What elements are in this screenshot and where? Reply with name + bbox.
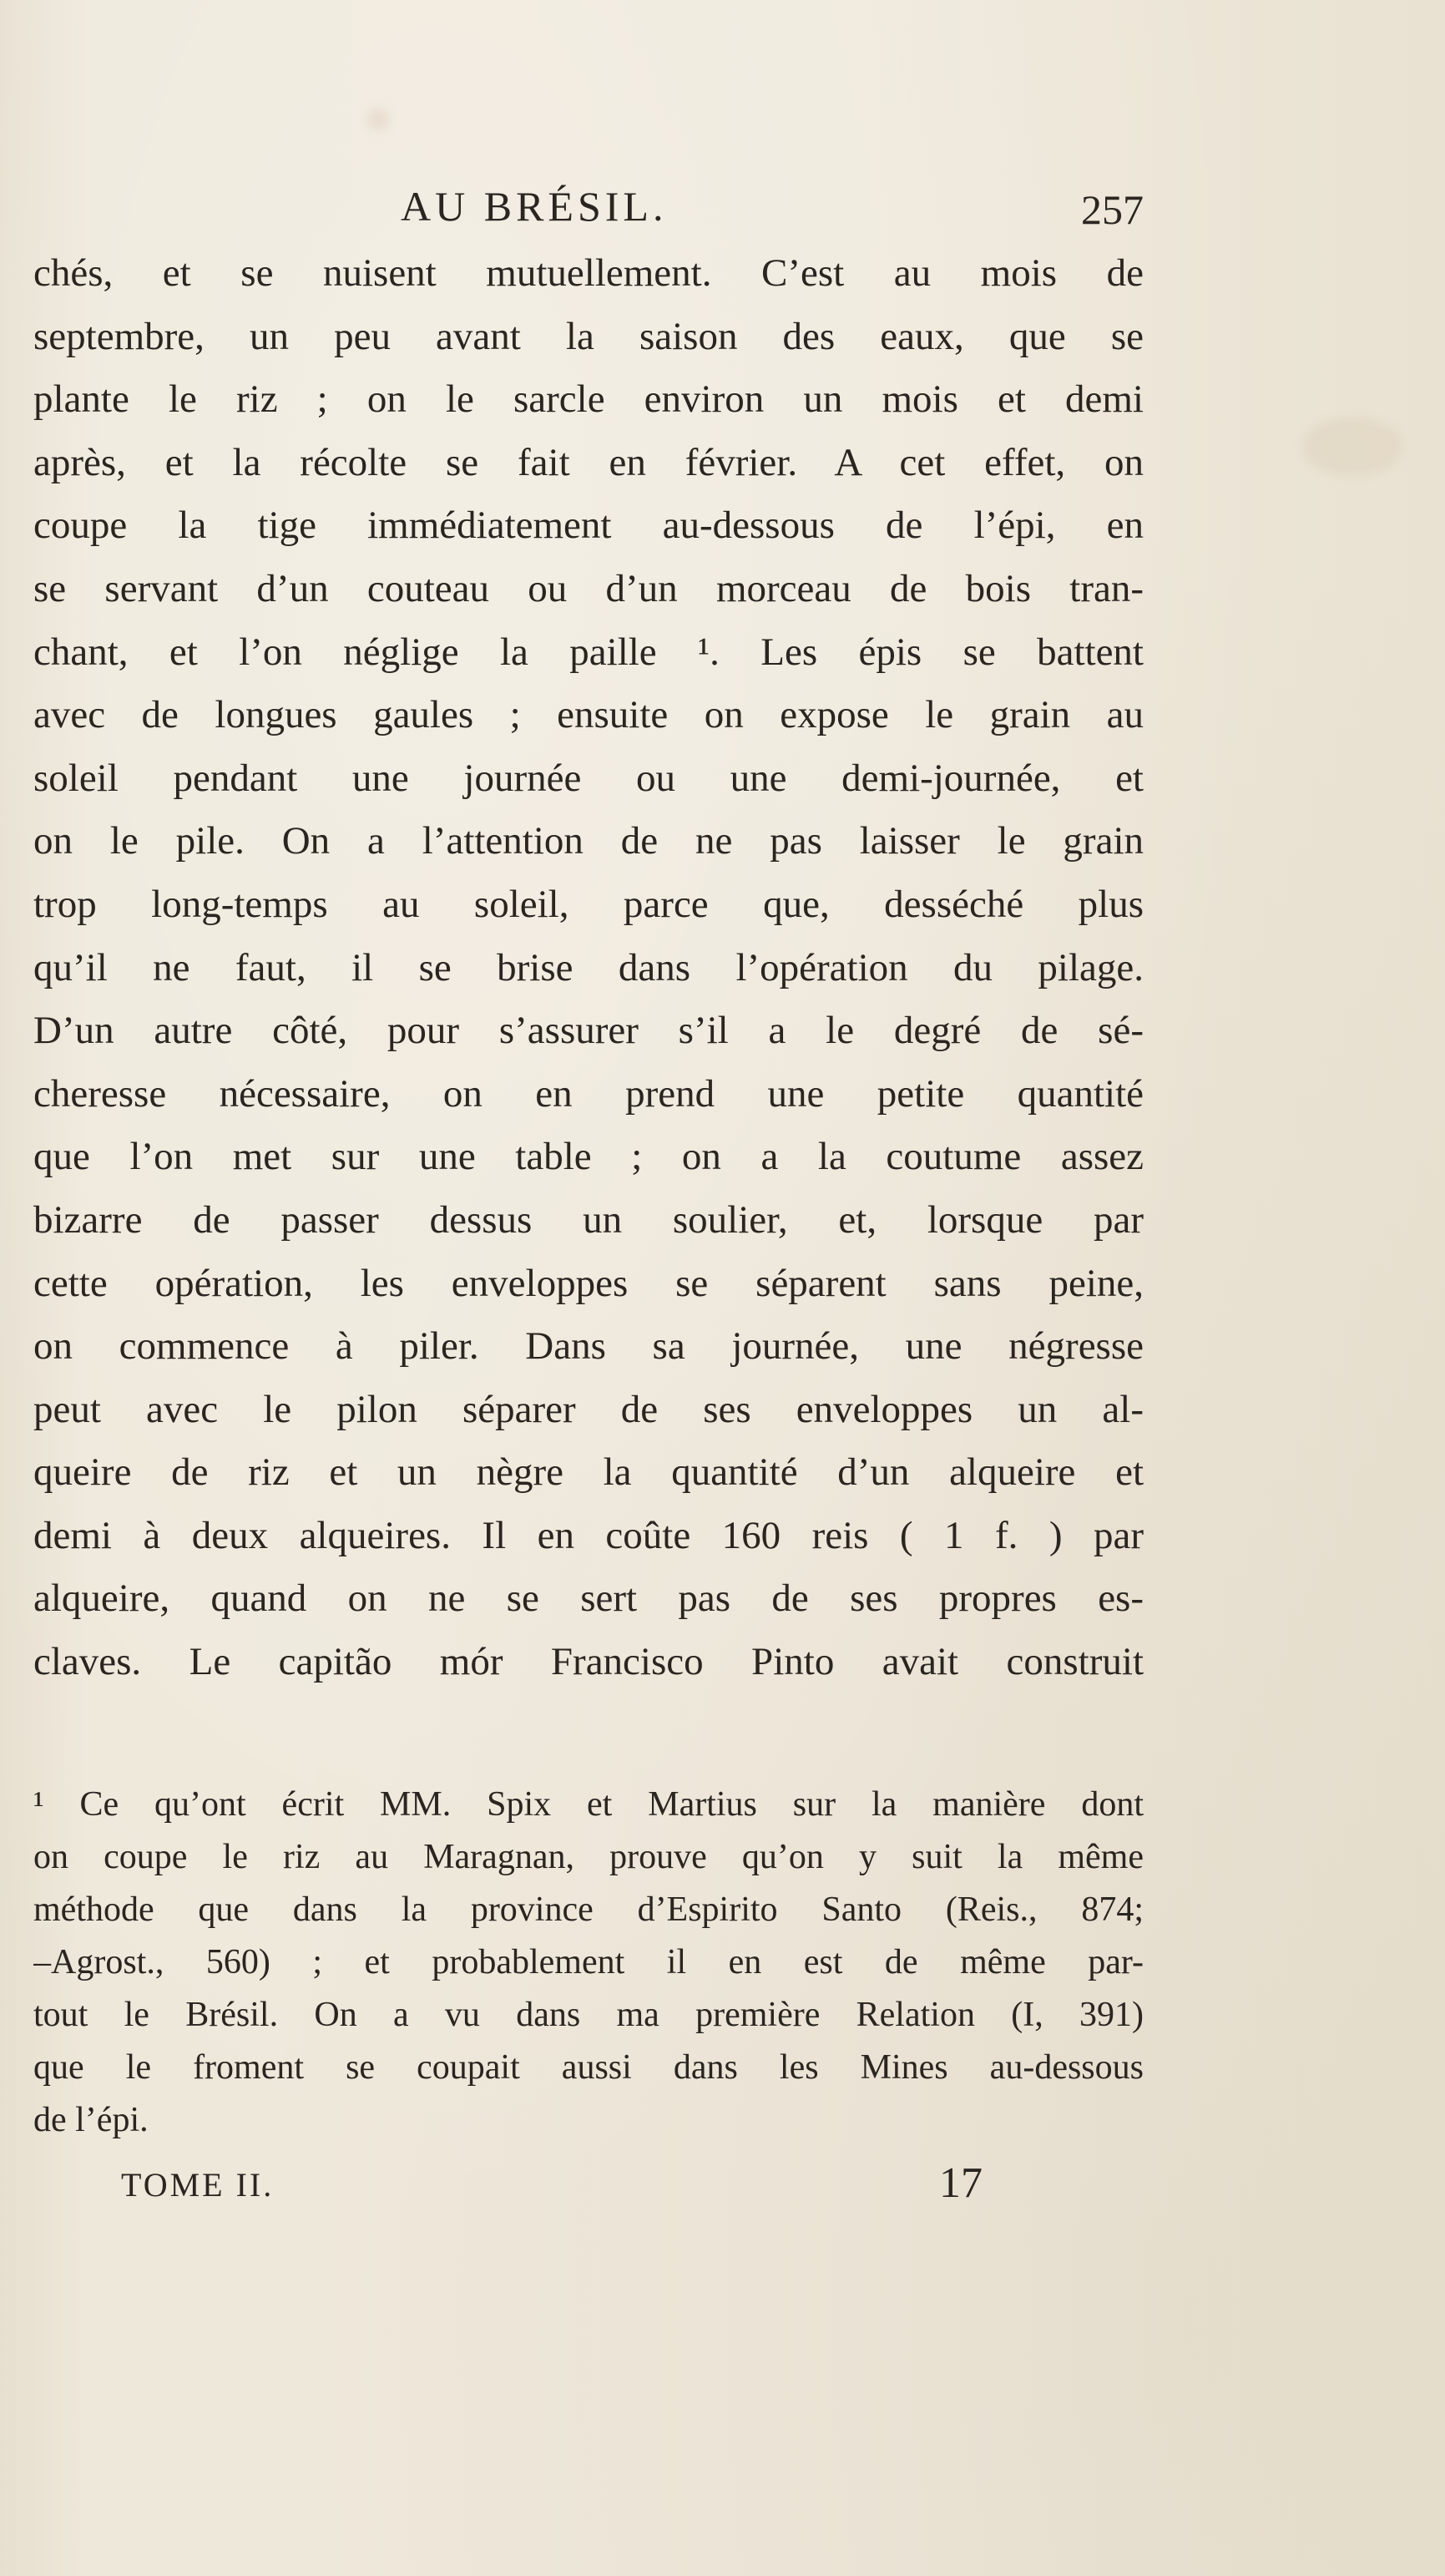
text-line: après, et la récolte se fait en février. A cet effet, on — [33, 440, 1144, 484]
text-line: que l’on met sur une table ; on a la coutume assez — [33, 1135, 1144, 1179]
footnote — [33, 1779, 1144, 2147]
volume-signature: TOME II. — [121, 2166, 275, 2204]
text-line: cheresse nécessaire, on en prend une petite quantité — [33, 1071, 1144, 1116]
text-line: claves. Le capitão mór Francisco Pinto avait construit — [33, 1640, 1144, 1684]
footnote-line: de l’épi. — [33, 2101, 149, 2139]
text-line: alqueire, quand on ne se sert pas de ses propres es- — [33, 1576, 1144, 1621]
paper-stain — [367, 109, 389, 130]
text-line: cette opération, les enveloppes se séparent sans peine, — [33, 1261, 1144, 1305]
footnote-line: –Agrost., 560) ; et probablement il en est de même par- — [33, 1943, 1144, 1981]
page-number: 257 — [1081, 186, 1144, 233]
text-line: on le pile. On a l’attention de ne pas laisser le grain — [33, 819, 1144, 863]
text-line: coupe la tige immédiatement au-dessous de l’épi, en — [33, 504, 1144, 548]
text-line: chés, et se nuisent mutuellement. C’est au mois de — [33, 251, 1144, 295]
signature-number: 17 — [939, 2159, 983, 2207]
text-line: septembre, un peu avant la saison des eaux, que se — [33, 314, 1144, 358]
text-line: demi à deux alqueires. Il en coûte 160 reis ( 1 f. ) par — [33, 1513, 1144, 1557]
text-line: se servant d’un couteau ou d’un morceau de bois tran- — [33, 566, 1144, 610]
text-line: trop long-temps au soleil, parce que, desséché plus — [33, 882, 1144, 926]
footnote-line: que le froment se coupait aussi dans les Mines au-dessous — [33, 2048, 1144, 2087]
footnote-line: on coupe le riz au Maragnan, prouve qu’on y suit la même — [33, 1838, 1144, 1876]
body-text — [33, 242, 1144, 1694]
text-line: queire de riz et un nègre la quantité d’un alqueire et — [33, 1450, 1144, 1495]
text-line: soleil pendant une journée ou une demi-journée, et — [33, 756, 1144, 800]
text-line: avec de longues gaules ; ensuite on expose le grain au — [33, 693, 1144, 737]
text-line: plante le riz ; on le sarcle environ un mois et demi — [33, 377, 1144, 422]
text-line: on commence à piler. Dans sa journée, une négresse — [33, 1324, 1144, 1369]
running-head: AU BRÉSIL. — [401, 183, 668, 230]
footnote-line: ¹ Ce qu’ont écrit MM. Spix et Martius sur la manière dont — [33, 1785, 1144, 1824]
page-header — [33, 182, 1144, 242]
text-line: qu’il ne faut, il se brise dans l’opération du pilage. — [33, 945, 1144, 989]
text-line: chant, et l’on néglige la paille ¹. Les épis se battent — [33, 630, 1144, 674]
footnote-line: tout le Brésil. On a vu dans ma première Relation (I, 391) — [33, 1996, 1144, 2034]
text-line: bizarre de passer dessus un soulier, et, lorsque par — [33, 1197, 1144, 1242]
footnote-line: méthode que dans la province d’Espirito Santo (Reis., 874; — [33, 1890, 1144, 1929]
paper-stain — [1302, 418, 1402, 476]
page-footer — [33, 2158, 1144, 2217]
text-line: D’un autre côté, pour s’assurer s’il a le degré de sé- — [33, 1009, 1144, 1053]
text-line: peut avec le pilon séparer de ses enveloppes un al- — [33, 1387, 1144, 1431]
